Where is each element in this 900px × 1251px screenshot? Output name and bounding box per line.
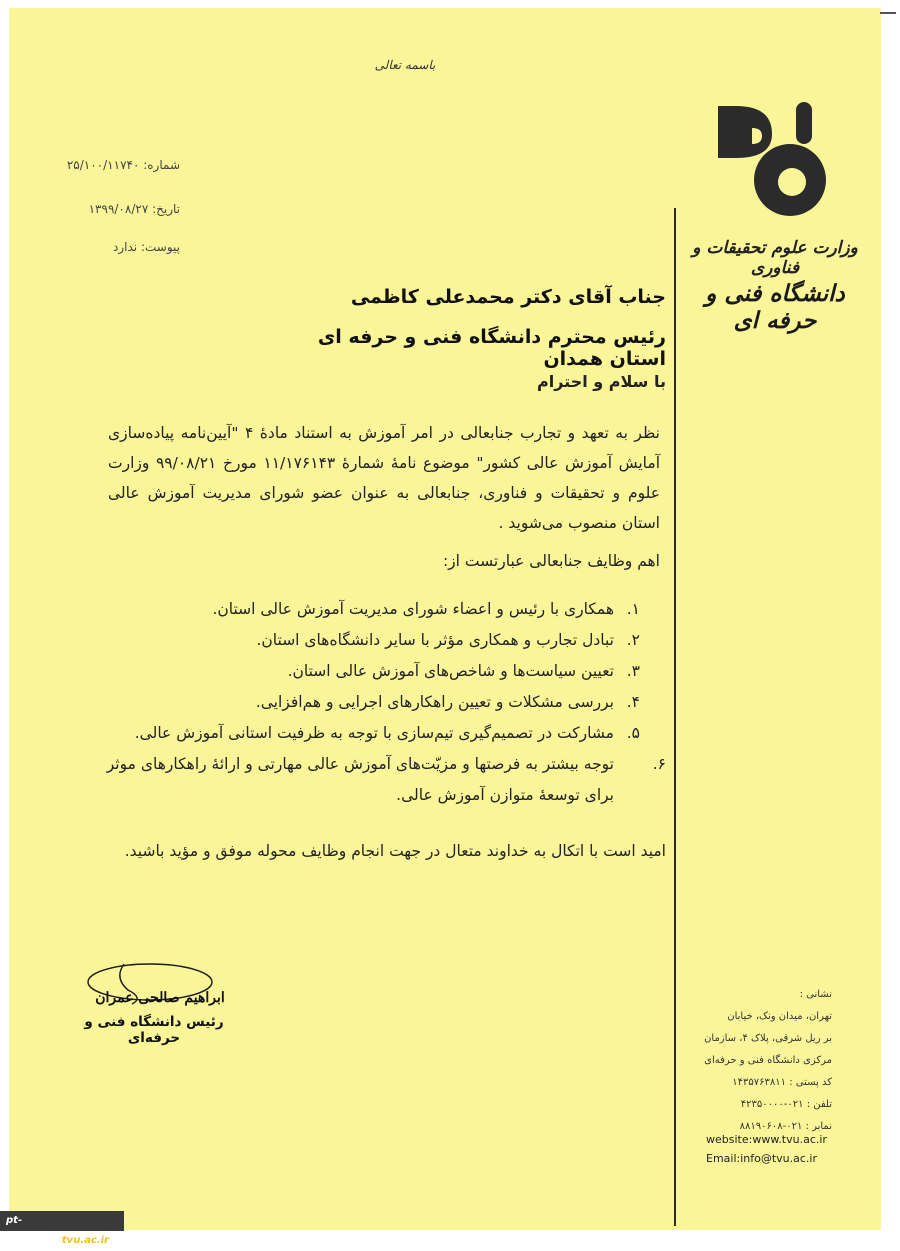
- list-item: [100, 625, 640, 656]
- postal-code: ۱۴۳۵۷۶۳۸۱۱: [732, 1077, 787, 1088]
- phone-label: تلفن :: [806, 1099, 832, 1110]
- closing-sentence: امید است با اتکال به خداوند متعال در جهت انجام وظایف محوله موفق و مؤید باشید.: [124, 842, 666, 860]
- watermark-prefix: pt-hamedan.: [6, 1215, 62, 1246]
- duties-list: [100, 594, 666, 811]
- duties-intro: اهم وظایف جنابعالی عبارتست از:: [442, 552, 660, 570]
- scan-edge-mark: [880, 12, 896, 14]
- addressee-name: جناب آقای دکتر محمدعلی کاظمی: [350, 286, 666, 308]
- address-line: مرکزی دانشگاه فنی و حرفه‌ای: [704, 1055, 832, 1066]
- address-line: تهران، میدان ونک، خیابان: [727, 1011, 832, 1022]
- list-item-text: مشارکت در تصمیم‌گیری تیم‌سازی با توجه به ظرفیت استانی آموزش عالی.: [134, 724, 614, 742]
- list-item-text: همکاری با رئیس و اعضاء شورای مدیریت آموزش عالی استان.: [212, 600, 614, 618]
- invocation-text: باسمه تعالی: [374, 58, 436, 72]
- fax-label: نمابر :: [805, 1121, 832, 1132]
- list-item-number: ۶.: [652, 755, 666, 773]
- list-item: [100, 594, 640, 625]
- list-item-number: ۳.: [626, 662, 640, 680]
- address-line: بر ریل شرقی، پلاک ۴، سازمان: [704, 1033, 832, 1044]
- list-item: [100, 687, 640, 718]
- list-item-text: تعیین سیاست‌ها و شاخص‌های آموزش عالی استان.: [287, 662, 614, 680]
- university-logo: [712, 98, 832, 228]
- postal-label: کد پستی :: [789, 1077, 832, 1088]
- letter-date: تاریخ: ۱۳۹۹/۰۸/۲۷: [88, 202, 180, 216]
- list-item-text: توجه بیشتر به فرصتها و مزیّت‌های آموزش عالی مهارتی و ارائهٔ راهکارهای موثر برای توسعهٔ متوازن آموزش عالی.: [106, 755, 614, 804]
- website-text: website:www.tvu.ac.ir: [706, 1133, 827, 1146]
- ministry-name: وزارت علوم تحقیقات و فناوری: [692, 238, 858, 278]
- phone-row: [692, 1094, 832, 1116]
- watermark-domain: tvu.ac.ir: [61, 1235, 109, 1246]
- letter-number: شماره: ۲۵/۱۰۰/۱۱۷۴۰: [66, 158, 180, 172]
- signatory-title: رئیس دانشگاه فنی و حرفه‌ای: [84, 1014, 224, 1046]
- contact-block: [692, 984, 832, 1138]
- list-item-number: ۴.: [626, 693, 640, 711]
- list-item: [100, 749, 666, 811]
- list-item-text: بررسی مشکلات و تعیین راهکارهای اجرایی و هم‌افزایی.: [255, 693, 614, 711]
- greeting: با سلام و احترام: [537, 372, 666, 391]
- source-watermark: [0, 1211, 124, 1246]
- email-text: Email:info@tvu.ac.ir: [706, 1152, 818, 1165]
- letter-attachment: پیوست: ندارد: [113, 240, 180, 254]
- list-item: [100, 656, 640, 687]
- address-label: نشانی :: [799, 989, 832, 1000]
- signatory-name: ابراهیم صالحی عمران: [95, 990, 225, 1006]
- letterhead-divider: [674, 208, 676, 1226]
- tvu-logo-icon: [712, 98, 832, 228]
- letter-body: نظر به تعهد و تجارب جنابعالی در امر آموزش به استناد مادهٔ ۴ "آیین‌نامه پیاده‌سازی آمایش آموزش عالی کشور" موضوع نامهٔ شمارهٔ ۱۱/۱۷۶۱۴۳ مورخ ۹۹/۰۸/۲۱ وزارت علوم و تحقیقات و فناوری، جنابعالی به عنوان عضو شورای مدیریت آموزش عالی استان منصوب می‌شوید .: [108, 424, 661, 532]
- postal-row: [692, 1072, 832, 1094]
- addressee-title: رئیس محترم دانشگاه فنی و حرفه ای استان همدان: [317, 326, 666, 370]
- list-item-number: ۱.: [626, 600, 640, 618]
- university-name: دانشگاه فنی و حرفه ای: [705, 280, 845, 334]
- list-item-text: تبادل تجارب و همکاری مؤثر با سایر دانشگاه‌های استان.: [256, 631, 614, 649]
- list-item-number: ۲.: [626, 631, 640, 649]
- fax-number: ۰۲۱-۸۸۱۹۰۶۰۸: [739, 1121, 803, 1132]
- phone-number: ۰۲۱-۴۲۳۵۰۰۰۰: [740, 1099, 804, 1110]
- list-item: [100, 718, 640, 749]
- list-item-number: ۵.: [626, 724, 640, 742]
